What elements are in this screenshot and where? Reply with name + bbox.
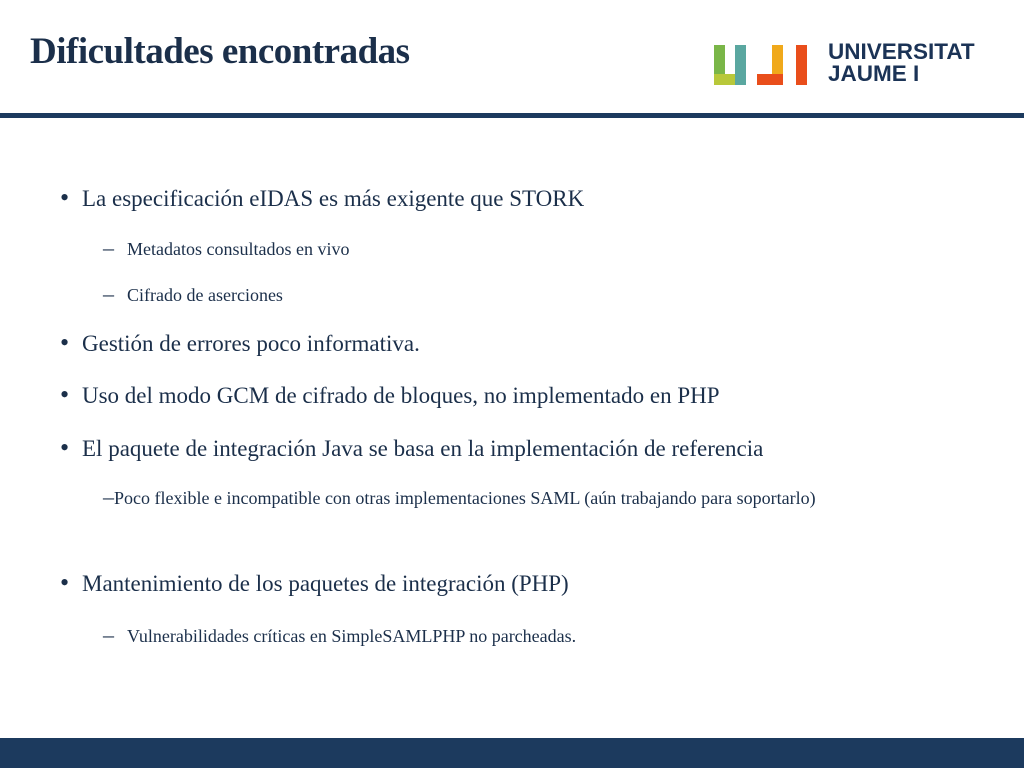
header-divider: [0, 113, 1024, 118]
logo-line1: UNIVERSITAT: [828, 39, 975, 64]
logo-i: [796, 45, 807, 85]
sub-bullet-dash: –: [103, 281, 114, 306]
sub-bullet-text: Cifrado de aserciones: [127, 285, 283, 305]
bullet-text: Gestión de errores poco informativa.: [82, 331, 420, 356]
logo-line2: JAUME I: [828, 61, 920, 86]
sub-bullet-dash: –: [103, 622, 114, 647]
sub-bullet-text: Metadatos consultados en vivo: [127, 239, 350, 259]
uji-logo-text: [828, 41, 975, 85]
bullet-dot: •: [60, 568, 70, 597]
sub-bullet-dash: –: [103, 484, 114, 509]
bullet-dot: •: [60, 183, 70, 212]
bullet-item: [60, 433, 763, 463]
sub-bullet-item: [103, 622, 576, 648]
bullet-item: [60, 328, 420, 358]
sub-bullet-item: [103, 281, 283, 307]
page-title: Dificultades encontradas: [30, 31, 410, 72]
bullet-dot: •: [60, 380, 70, 409]
footer-bar: [0, 738, 1024, 768]
bullet-dot: •: [60, 328, 70, 357]
bullet-text: Mantenimiento de los paquetes de integración (PHP): [82, 571, 569, 596]
logo-j-hook: [757, 74, 783, 85]
sub-bullet-text: Vulnerabilidades críticas en SimpleSAMLPHP no parcheadas.: [127, 626, 577, 646]
sub-bullet-dash: –: [103, 235, 114, 260]
sub-bullet-text: Poco flexible e incompatible con otras implementaciones SAML (aún trabajando para soportarlo): [114, 488, 816, 508]
bullet-text: La especificación eIDAS es más exigente que STORK: [82, 186, 585, 211]
bullet-item: [60, 183, 584, 213]
sub-bullet-item: [103, 478, 903, 517]
sub-bullet-item: [103, 235, 349, 261]
logo-u-right: [735, 45, 746, 85]
bullet-item: [60, 568, 569, 598]
uji-logo-mark: [714, 41, 819, 89]
uji-logo: [714, 41, 989, 89]
bullet-text: Uso del modo GCM de cifrado de bloques, no implementado en PHP: [82, 383, 720, 408]
bullet-dot: •: [60, 433, 70, 462]
bullet-item: [60, 380, 720, 410]
bullet-text: El paquete de integración Java se basa en la implementación de referencia: [82, 436, 764, 461]
